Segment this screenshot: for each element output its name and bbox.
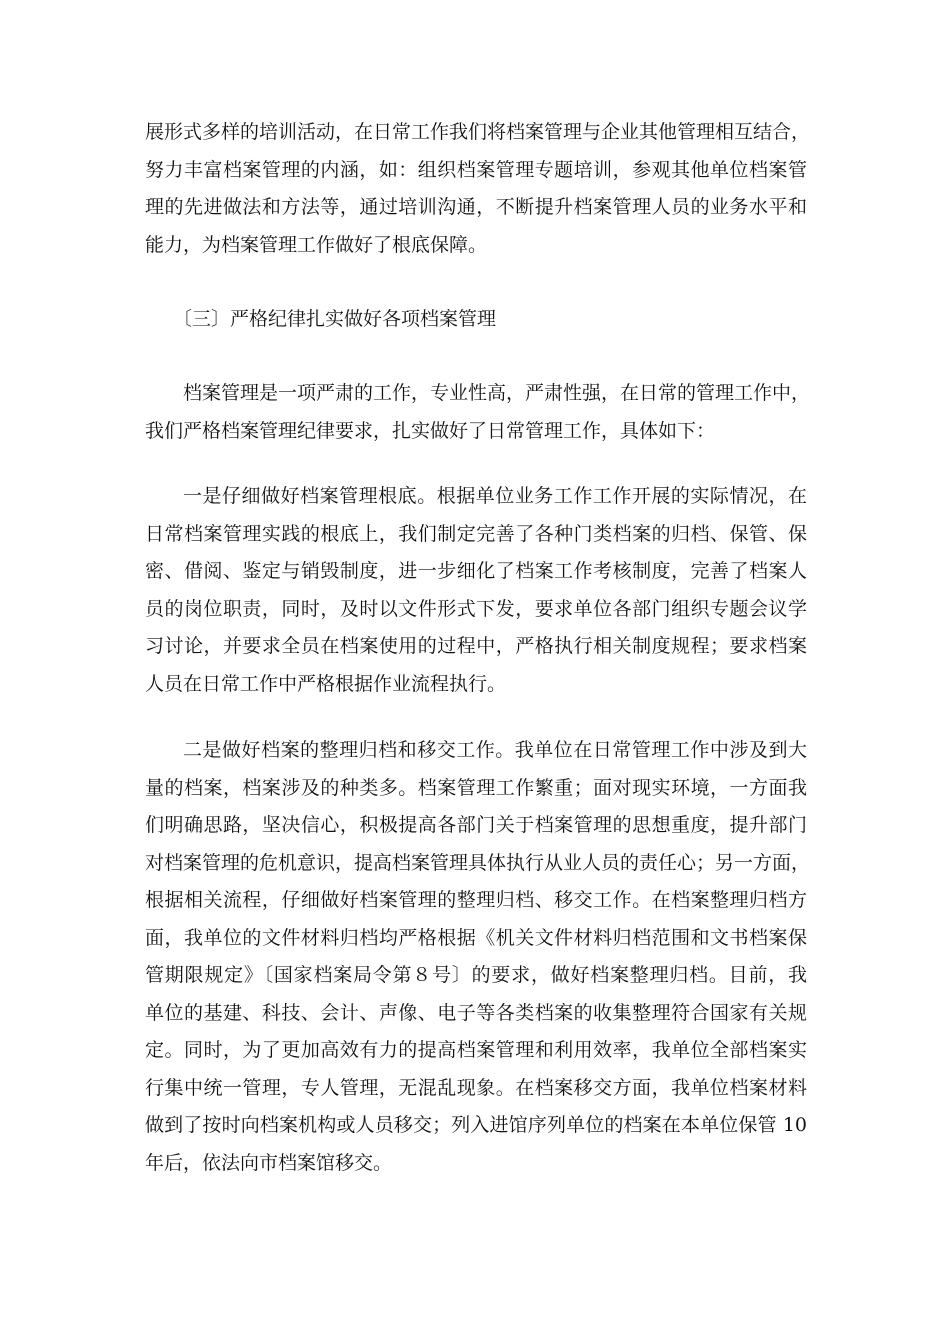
text-line: 行集中统一管理，专人管理，无混乱现象。在档案移交方面，我单位档案材料 [145,1076,807,1099]
text-line: 们明确思路，坚决信心，积极提高各部门关于档案管理的思想重度，提升部门 [145,814,807,836]
text-line: 我们严格档案管理纪律要求，扎实做好了日常管理工作，具体如下： [145,419,716,442]
text-line: 面，我单位的文件材料归档均严格根据《机关文件材料归档范围和文书档案保 [145,926,807,949]
paragraph-second [145,732,811,1182]
text-line: 年后，依法向市档案馆移交。 [145,1151,393,1174]
section-heading-text: 〔三〕严格纪律扎实做好各项档案管理 [173,308,497,330]
text-line: 密、借阅、鉴定与销毁制度，进一步细化了档案工作考核制度，完善了档案人 [145,560,807,582]
section-heading [145,301,807,339]
text-line: 习讨论，并要求全员在档案使用的过程中，严格执行相关制度规程；要求档案 [145,635,807,657]
text-line: 人员在日常工作中严格根据作业流程执行。 [145,672,507,695]
text-line: 能力，为档案管理工作做好了根底保障。 [145,233,488,256]
text-line: 单位的基建、科技、会计、声像、电子等各类档案的收集整理符合国家有关规 [145,1001,807,1024]
text-line: 档案管理是一项严肃的工作，专业性高，严肃性强，在日常的管理工作中， [183,382,811,404]
text-line: 日常档案管理实践的根底上，我们制定完善了各种门类档案的归档、保管、保 [145,522,807,545]
text-line: 展形式多样的培训活动，在日常工作我们将档案管理与企业其他管理相互结合， [145,121,811,143]
text-line: 做到了按时向档案机构或人员移交；列入进馆序列单位的档案在本单位保管 10 [145,1114,807,1136]
text-line: 一是仔细做好档案管理根底。根据单位业务工作工作开展的实际情况，在 [183,485,807,507]
paragraph-first [145,478,807,703]
text-line: 定。同时，为了更加高效有力的提高档案管理和利用效率，我单位全部档案实 [145,1039,807,1061]
text-line: 量的档案，档案涉及的种类多。档案管理工作繁重；面对现实环境，一方面我 [145,776,807,799]
text-line: 理的先进做法和方法等，通过培训沟通，不断提升档案管理人员的业务水平和 [145,196,807,218]
paragraph-intro [145,375,811,450]
text-line: 员的岗位职责，同时，及时以文件形式下发，要求单位各部门组织专题会议学 [145,597,807,620]
paragraph-continuation [145,114,811,264]
text-line: 二是做好档案的整理归档和移交工作。我单位在日常管理工作中涉及到大 [183,739,807,761]
text-line: 根据相关流程，仔细做好档案管理的整理归档、移交工作。在档案整理归档方 [145,889,807,911]
text-line: 管期限规定》〔国家档案局令第８号〕的要求，做好档案整理归档。目前，我 [145,964,807,986]
text-line: 努力丰富档案管理的内涵，如：组织档案管理专题培训，参观其他单位档案管 [145,158,807,181]
text-line: 对档案管理的危机意识，提高档案管理具体执行从业人员的责任心；另一方面， [145,851,811,874]
